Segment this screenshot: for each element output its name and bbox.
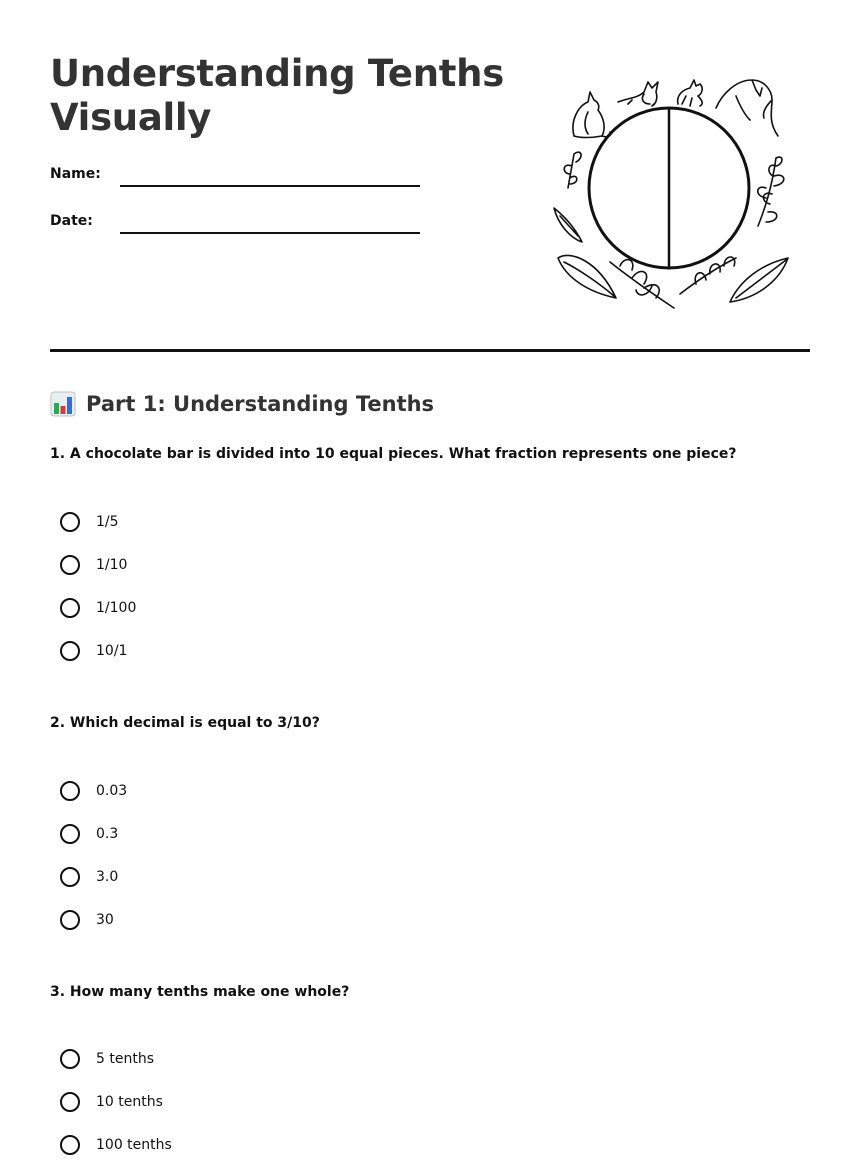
- option-label: 10 tenths: [96, 1094, 163, 1110]
- q1-option-3[interactable]: [60, 595, 136, 621]
- option-label: 10/1: [96, 643, 128, 659]
- radio-button[interactable]: [60, 824, 80, 844]
- date-line[interactable]: [120, 232, 420, 234]
- leaf-left-icon: [554, 208, 582, 242]
- name-line[interactable]: [120, 185, 420, 187]
- option-label: 3.0: [96, 869, 119, 885]
- question-1: 1. A chocolate bar is divided into 10 equal pieces. What fraction represents one piece?: [50, 446, 737, 462]
- option-label: 100 tenths: [96, 1137, 172, 1153]
- q2-option-1[interactable]: [60, 778, 127, 804]
- q3-option-1[interactable]: [60, 1046, 154, 1072]
- kangaroo-leaping-icon: [716, 80, 778, 136]
- question-3: 3. How many tenths make one whole?: [50, 984, 350, 1000]
- radio-button[interactable]: [60, 1135, 80, 1155]
- wallaby-icon: [573, 92, 611, 138]
- radio-button[interactable]: [60, 641, 80, 661]
- option-label: 5 tenths: [96, 1051, 154, 1067]
- part1-heading: [50, 388, 434, 420]
- date-field[interactable]: [50, 213, 420, 237]
- q1-option-4[interactable]: [60, 638, 127, 664]
- header-divider: [50, 349, 810, 352]
- kangaroo-icon: [618, 82, 658, 106]
- radio-button[interactable]: [60, 781, 80, 801]
- radio-button[interactable]: [60, 555, 80, 575]
- radio-button[interactable]: [60, 1092, 80, 1112]
- q2-option-2[interactable]: [60, 821, 118, 847]
- option-label: 1/100: [96, 600, 137, 616]
- part1-heading-text: Part 1: Understanding Tenths: [86, 392, 435, 416]
- leaf-bottom-right-icon: [730, 258, 788, 302]
- worksheet-title: Understanding Tenths Visually: [50, 52, 504, 139]
- radio-button[interactable]: [60, 867, 80, 887]
- q1-option-1[interactable]: [60, 509, 119, 535]
- leaf-bottom-left-icon: [558, 255, 616, 298]
- option-label: 30: [96, 912, 114, 928]
- circle-wreath-illustration: [540, 66, 800, 316]
- q3-option-3[interactable]: [60, 1132, 172, 1158]
- option-label: 0.3: [96, 826, 119, 842]
- name-field[interactable]: [50, 166, 420, 190]
- q1-option-2[interactable]: [60, 552, 127, 578]
- leaf-branch-right-icon: [758, 157, 784, 226]
- radio-button[interactable]: [60, 1049, 80, 1069]
- radio-button[interactable]: [60, 910, 80, 930]
- radio-button[interactable]: [60, 512, 80, 532]
- q3-option-2[interactable]: [60, 1089, 163, 1115]
- option-label: 1/5: [96, 514, 119, 530]
- leaf-branch-bottom-right-icon: [680, 257, 736, 294]
- bar-chart-icon: [50, 391, 76, 417]
- q2-option-3[interactable]: [60, 864, 118, 890]
- option-label: 0.03: [96, 783, 128, 799]
- option-label: 1/10: [96, 557, 128, 573]
- radio-button[interactable]: [60, 598, 80, 618]
- kangaroo-small-icon: [678, 80, 703, 106]
- q2-option-4[interactable]: [60, 907, 114, 933]
- question-2: 2. Which decimal is equal to 3/10?: [50, 715, 320, 731]
- name-label: Name:: [50, 166, 101, 182]
- date-label: Date:: [50, 213, 93, 229]
- sprig-left-icon: [564, 152, 581, 188]
